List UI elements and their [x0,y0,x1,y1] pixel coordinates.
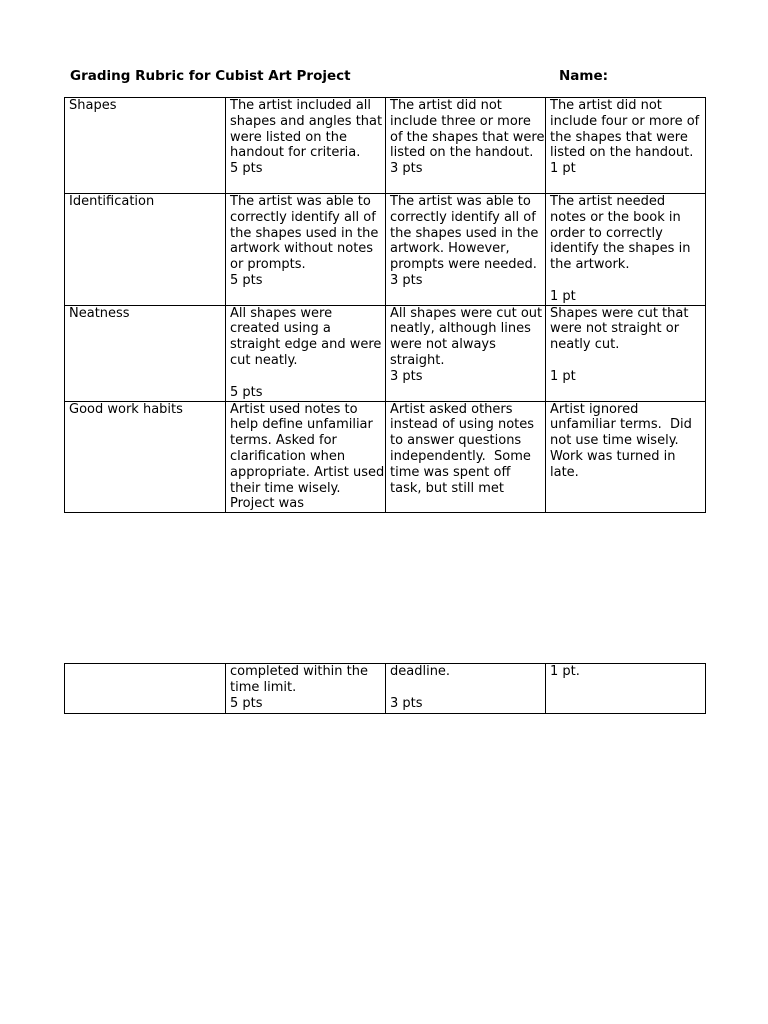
table-row [65,305,706,401]
level-1-cell: Shapes were cut that were not straight or neatly cut. 1 pt [546,305,706,401]
table-row [65,194,706,306]
criterion-cell [65,664,226,714]
rubric-table [64,97,706,513]
level-1-cell: The artist did not include four or more of the shapes that were listed on the handout. 1 pt [546,98,706,194]
level-3-text: Artist asked others instead of using notes to answer questions independently. Some time was spent off task, but still met [390,401,539,496]
level-1-text: Artist ignored unfamiliar terms. Did not use time wisely. Work was turned in late. [550,401,697,480]
level-3-cell: The artist was able to correctly identify all of the shapes used in the artwork. However, prompts were needed. 3 pts [386,194,546,306]
level-3-cell: The artist did not include three or more of the shapes that were listed on the handout. 3 pts [386,98,546,194]
rubric-table-continued [64,663,706,714]
level-5-text: Artist used notes to help define unfamiliar terms. Asked for clarification when appropriate. Artist used their time wisely. Project was [230,401,389,512]
table-row [65,401,706,512]
level-5-cell: All shapes were created using a straight edge and were cut neatly. 5 pts [226,305,386,401]
level-5-cell: The artist included all shapes and angles that were listed on the handout for criteria. 5 pts [226,98,386,194]
level-5-cell: completed within the time limit. 5 pts [226,664,386,714]
criterion-cell: Neatness [65,305,226,401]
criterion-text: Good work habits [69,401,183,417]
level-1-cell: 1 pt. [546,664,706,714]
level-5-cell: The artist was able to correctly identify all of the shapes used in the artwork without notes or prompts. 5 pts [226,194,386,306]
level-1-cell [546,401,706,512]
table-row [65,98,706,194]
table-row [65,664,706,714]
criterion-cell: Shapes [65,98,226,194]
level-3-cell: deadline. 3 pts [386,664,546,714]
name-label: Name: [559,68,609,84]
level-1-cell: The artist needed notes or the book in order to correctly identify the shapes in the artwork. 1 pt [546,194,706,306]
criterion-cell: Identification [65,194,226,306]
level-3-cell [386,401,546,512]
level-3-cell: All shapes were cut out neatly, although lines were not always straight. 3 pts [386,305,546,401]
criterion-cell [65,401,226,512]
page-title: Grading Rubric for Cubist Art Project [70,68,351,84]
level-5-cell [226,401,389,512]
